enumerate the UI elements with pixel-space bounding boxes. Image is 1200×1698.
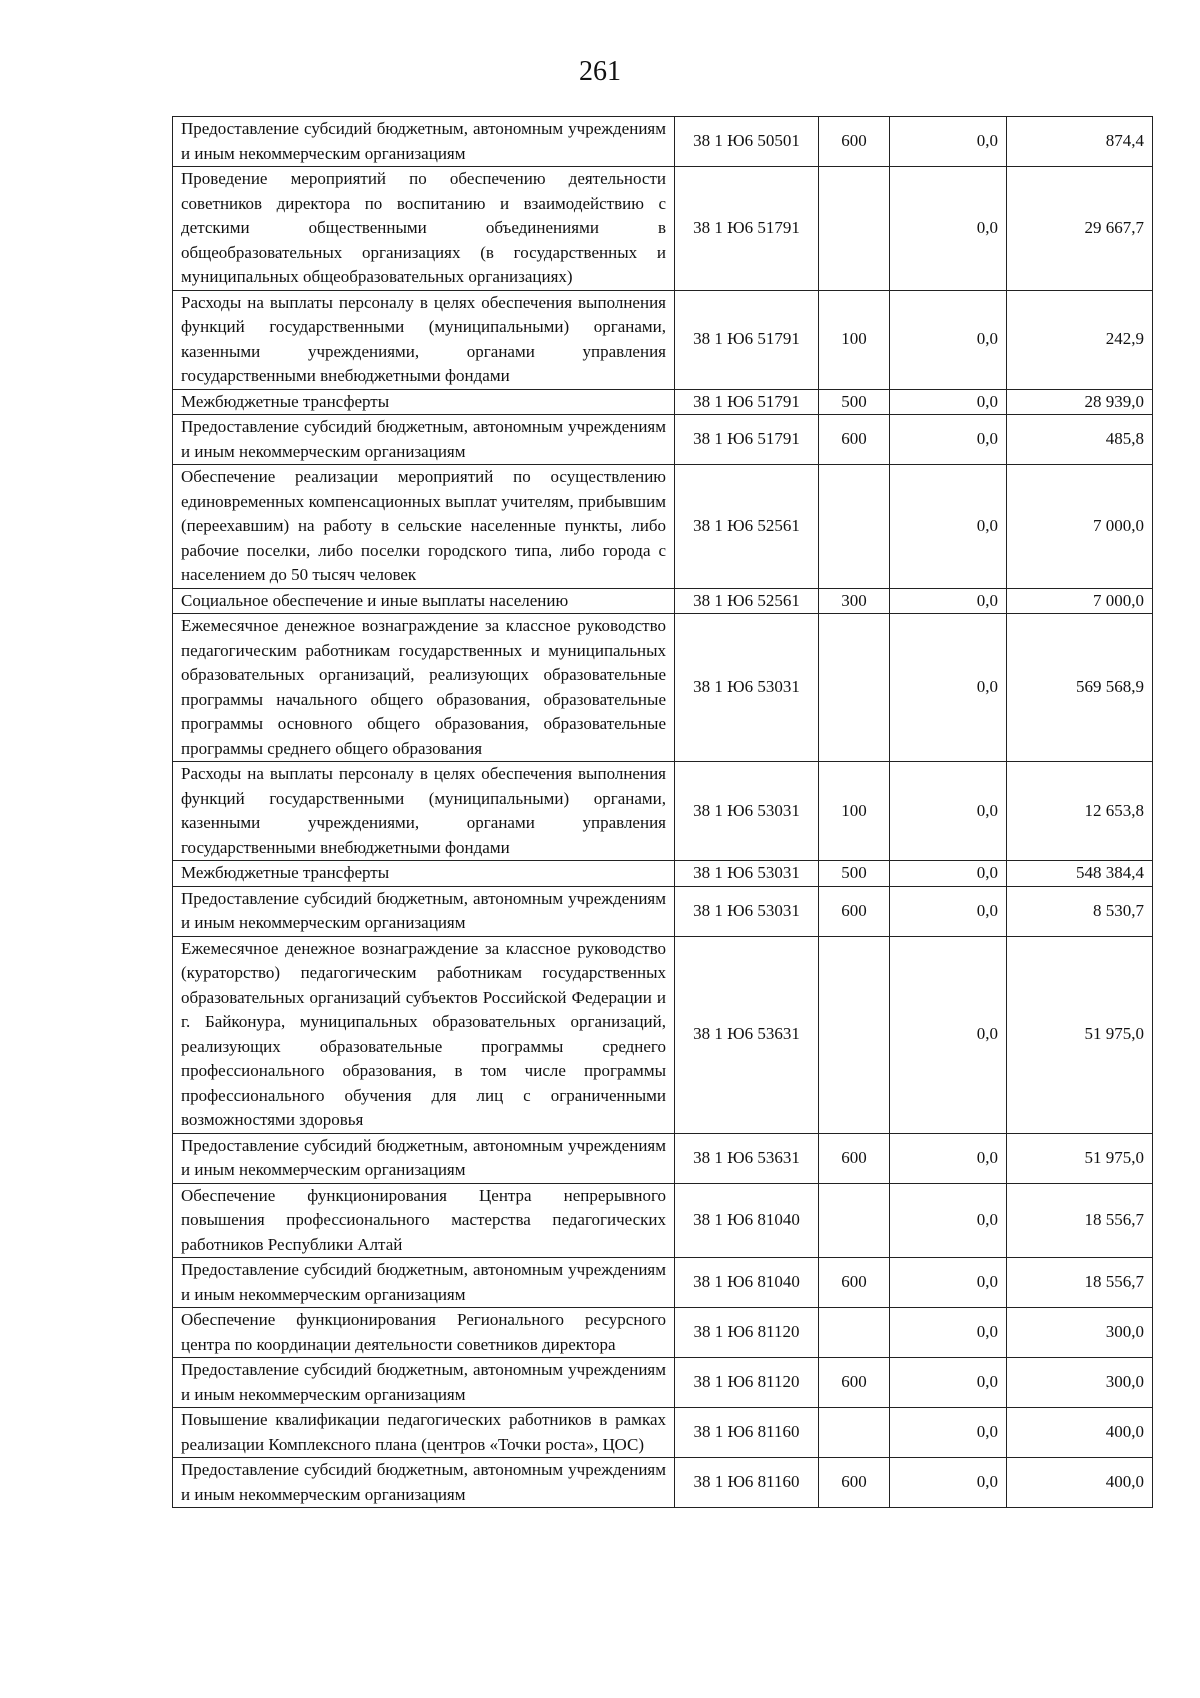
row-description: Ежемесячное денежное вознаграждение за классное руководство педагогическим работникам государственных и муниципальных образовательных организаций, реализующих образовательные программы начального общего образования, образовательные программы основного общего образования, образовательные программы среднего общего образования — [173, 614, 675, 762]
table-row — [173, 588, 1153, 614]
table-row — [173, 1133, 1153, 1183]
row-amount-1: 0,0 — [890, 465, 1007, 589]
row-description: Предоставление субсидий бюджетным, автономным учреждениям и иным некоммерческим организациям — [173, 1258, 675, 1308]
row-amount-1: 0,0 — [890, 117, 1007, 167]
row-expense-type: 600 — [819, 415, 890, 465]
table-row — [173, 167, 1153, 291]
row-target-code: 38 1 Ю6 53631 — [675, 936, 819, 1133]
row-amount-1: 0,0 — [890, 886, 1007, 936]
budget-table-body — [173, 117, 1153, 1508]
row-amount-1: 0,0 — [890, 1133, 1007, 1183]
row-target-code: 38 1 Ю6 81040 — [675, 1258, 819, 1308]
row-expense-type — [819, 1408, 890, 1458]
row-amount-2: 242,9 — [1007, 290, 1153, 389]
table-row — [173, 1308, 1153, 1358]
row-target-code: 38 1 Ю6 51791 — [675, 389, 819, 415]
row-amount-1: 0,0 — [890, 614, 1007, 762]
row-amount-2: 300,0 — [1007, 1358, 1153, 1408]
row-amount-2: 569 568,9 — [1007, 614, 1153, 762]
row-expense-type: 300 — [819, 588, 890, 614]
row-expense-type: 600 — [819, 1458, 890, 1508]
row-amount-2: 18 556,7 — [1007, 1258, 1153, 1308]
table-row — [173, 762, 1153, 861]
row-amount-2: 400,0 — [1007, 1458, 1153, 1508]
row-target-code: 38 1 Ю6 81040 — [675, 1183, 819, 1258]
row-expense-type — [819, 936, 890, 1133]
row-amount-2: 51 975,0 — [1007, 1133, 1153, 1183]
row-target-code: 38 1 Ю6 81120 — [675, 1358, 819, 1408]
row-expense-type — [819, 1183, 890, 1258]
row-amount-2: 51 975,0 — [1007, 936, 1153, 1133]
table-row — [173, 415, 1153, 465]
table-row — [173, 1358, 1153, 1408]
table-row — [173, 389, 1153, 415]
row-amount-1: 0,0 — [890, 389, 1007, 415]
row-description: Предоставление субсидий бюджетным, автономным учреждениям и иным некоммерческим организациям — [173, 1458, 675, 1508]
row-amount-1: 0,0 — [890, 588, 1007, 614]
row-amount-1: 0,0 — [890, 1183, 1007, 1258]
row-description: Межбюджетные трансферты — [173, 389, 675, 415]
table-row — [173, 1258, 1153, 1308]
table-row — [173, 614, 1153, 762]
row-amount-1: 0,0 — [890, 1258, 1007, 1308]
table-row — [173, 936, 1153, 1133]
row-amount-1: 0,0 — [890, 415, 1007, 465]
row-target-code: 38 1 Ю6 53031 — [675, 762, 819, 861]
row-description: Предоставление субсидий бюджетным, автономным учреждениям и иным некоммерческим организациям — [173, 886, 675, 936]
row-amount-2: 18 556,7 — [1007, 1183, 1153, 1258]
row-target-code: 38 1 Ю6 50501 — [675, 117, 819, 167]
row-description: Расходы на выплаты персоналу в целях обеспечения выполнения функций государственными (муниципальными) органами, казенными учреждениями, органами управления государственными внебюджетными фондами — [173, 762, 675, 861]
row-description: Обеспечение реализации мероприятий по осуществлению единовременных компенсационных выплат учителям, прибывшим (переехавшим) на работу в сельские населенные пункты, либо рабочие поселки, либо поселки городского типа, либо города с населением до 50 тысяч человек — [173, 465, 675, 589]
row-expense-type — [819, 1308, 890, 1358]
row-target-code: 38 1 Ю6 81120 — [675, 1308, 819, 1358]
row-amount-1: 0,0 — [890, 762, 1007, 861]
row-expense-type: 500 — [819, 389, 890, 415]
row-expense-type: 600 — [819, 1358, 890, 1408]
row-target-code: 38 1 Ю6 53631 — [675, 1133, 819, 1183]
row-target-code: 38 1 Ю6 81160 — [675, 1458, 819, 1508]
row-description: Предоставление субсидий бюджетным, автономным учреждениям и иным некоммерческим организациям — [173, 117, 675, 167]
row-expense-type: 600 — [819, 886, 890, 936]
row-expense-type: 100 — [819, 762, 890, 861]
row-target-code: 38 1 Ю6 53031 — [675, 861, 819, 887]
row-target-code: 38 1 Ю6 81160 — [675, 1408, 819, 1458]
row-amount-1: 0,0 — [890, 290, 1007, 389]
row-amount-1: 0,0 — [890, 1408, 1007, 1458]
row-description: Обеспечение функционирования Центра непрерывного повышения профессионального мастерства педагогических работников Республики Алтай — [173, 1183, 675, 1258]
table-row — [173, 1458, 1153, 1508]
table-row — [173, 861, 1153, 887]
budget-table — [172, 116, 1153, 1508]
row-description: Ежемесячное денежное вознаграждение за классное руководство (кураторство) педагогическим работникам государственных образовательных организаций субъектов Российской Федерации и г. Байконура, муниципальных образовательных организаций, реализующих образовательные программы среднего профессионального образования, в том числе программы профессионального обучения для лиц с ограниченными возможностями здоровья — [173, 936, 675, 1133]
row-description: Межбюджетные трансферты — [173, 861, 675, 887]
row-description: Повышение квалификации педагогических работников в рамках реализации Комплексного плана (центров «Точки роста», ЦОС) — [173, 1408, 675, 1458]
row-target-code: 38 1 Ю6 52561 — [675, 465, 819, 589]
table-row — [173, 1183, 1153, 1258]
row-target-code: 38 1 Ю6 53031 — [675, 614, 819, 762]
row-amount-2: 400,0 — [1007, 1408, 1153, 1458]
row-amount-2: 7 000,0 — [1007, 588, 1153, 614]
row-target-code: 38 1 Ю6 53031 — [675, 886, 819, 936]
row-description: Расходы на выплаты персоналу в целях обеспечения выполнения функций государственными (муниципальными) органами, казенными учреждениями, органами управления государственными внебюджетными фондами — [173, 290, 675, 389]
table-row — [173, 290, 1153, 389]
row-expense-type — [819, 167, 890, 291]
table-row — [173, 465, 1153, 589]
table-row — [173, 886, 1153, 936]
table-row — [173, 1408, 1153, 1458]
row-amount-2: 548 384,4 — [1007, 861, 1153, 887]
row-expense-type: 600 — [819, 1133, 890, 1183]
row-target-code: 38 1 Ю6 52561 — [675, 588, 819, 614]
row-description: Проведение мероприятий по обеспечению деятельности советников директора по воспитанию и взаимодействию с детскими общественными объединениями в общеобразовательных организациях (в государственных и муниципальных общеобразовательных организациях) — [173, 167, 675, 291]
row-amount-2: 29 667,7 — [1007, 167, 1153, 291]
row-amount-2: 485,8 — [1007, 415, 1153, 465]
row-expense-type: 600 — [819, 1258, 890, 1308]
row-amount-2: 300,0 — [1007, 1308, 1153, 1358]
row-amount-1: 0,0 — [890, 1308, 1007, 1358]
row-amount-1: 0,0 — [890, 936, 1007, 1133]
row-amount-2: 874,4 — [1007, 117, 1153, 167]
row-amount-2: 12 653,8 — [1007, 762, 1153, 861]
row-description: Обеспечение функционирования Регионального ресурсного центра по координации деятельности советников директора — [173, 1308, 675, 1358]
row-description: Предоставление субсидий бюджетным, автономным учреждениям и иным некоммерческим организациям — [173, 1133, 675, 1183]
row-amount-1: 0,0 — [890, 167, 1007, 291]
row-amount-2: 8 530,7 — [1007, 886, 1153, 936]
row-target-code: 38 1 Ю6 51791 — [675, 290, 819, 389]
row-target-code: 38 1 Ю6 51791 — [675, 415, 819, 465]
row-amount-1: 0,0 — [890, 861, 1007, 887]
table-row — [173, 117, 1153, 167]
row-expense-type: 100 — [819, 290, 890, 389]
page-number: 261 — [579, 56, 621, 87]
row-expense-type: 500 — [819, 861, 890, 887]
row-description: Предоставление субсидий бюджетным, автономным учреждениям и иным некоммерческим организациям — [173, 1358, 675, 1408]
row-amount-1: 0,0 — [890, 1358, 1007, 1408]
row-amount-2: 7 000,0 — [1007, 465, 1153, 589]
row-amount-2: 28 939,0 — [1007, 389, 1153, 415]
row-expense-type: 600 — [819, 117, 890, 167]
row-target-code: 38 1 Ю6 51791 — [675, 167, 819, 291]
row-expense-type — [819, 614, 890, 762]
row-description: Социальное обеспечение и иные выплаты населению — [173, 588, 675, 614]
row-description: Предоставление субсидий бюджетным, автономным учреждениям и иным некоммерческим организациям — [173, 415, 675, 465]
row-expense-type — [819, 465, 890, 589]
row-amount-1: 0,0 — [890, 1458, 1007, 1508]
